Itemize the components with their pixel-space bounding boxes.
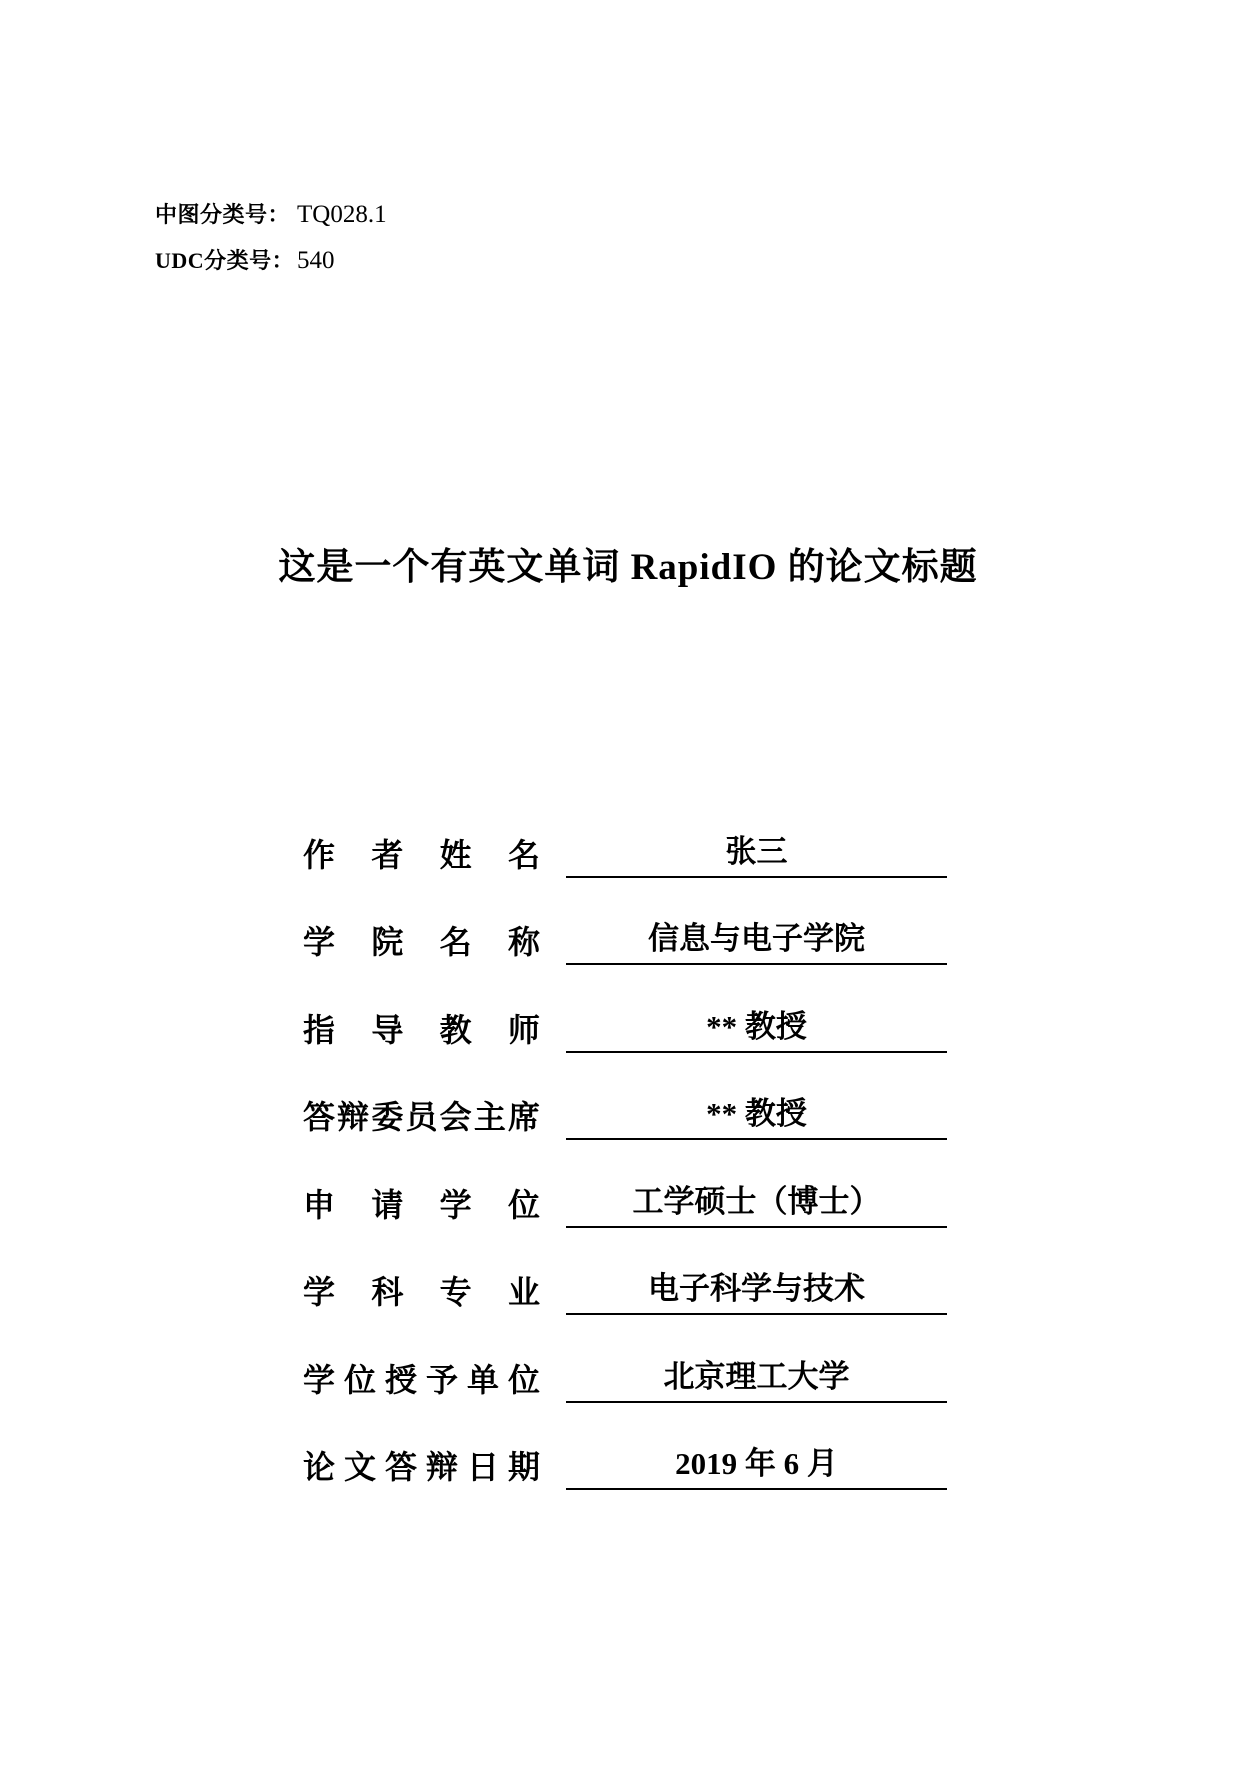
field-value-underlined: 工学硕士（博士）	[566, 1186, 947, 1228]
field-label: 论文答辩日期	[303, 1449, 540, 1485]
field-label: 答辩委员会主席	[303, 1099, 540, 1135]
field-value-underlined: 北京理工大学	[566, 1361, 947, 1403]
clc-number-value: TQ028.1	[297, 201, 387, 228]
field-value-underlined: 张三	[566, 836, 947, 878]
thesis-title: 这是一个有英文单词 RapidIO 的论文标题	[278, 547, 978, 588]
field-value-underlined: ** 教授	[566, 1011, 947, 1053]
field-label: 作者姓名	[303, 836, 540, 873]
classification-block	[155, 198, 387, 290]
form-row-discipline	[303, 1228, 949, 1316]
form-row-author-name	[303, 790, 949, 878]
udc-number-label: UDC分类号：	[155, 248, 295, 273]
form-row-defense-chair	[303, 1053, 949, 1141]
form-row-supervisor	[303, 965, 949, 1053]
field-label: 指导教师	[303, 1011, 540, 1048]
udc-number-value: 540	[297, 247, 335, 274]
thesis-info-form	[303, 790, 949, 1490]
udc-number-line	[155, 244, 387, 274]
field-label: 申请学位	[303, 1186, 540, 1223]
field-value-underlined: 2019 年 6 月	[566, 1448, 947, 1490]
form-row-degree-granting-unit	[303, 1315, 949, 1403]
clc-number-label: 中图分类号：	[155, 202, 291, 227]
clc-number-line	[155, 198, 387, 228]
field-label: 学位授予单位	[303, 1361, 540, 1398]
field-label: 学院名称	[303, 924, 540, 960]
form-row-defense-date	[303, 1403, 949, 1491]
field-value-underlined: 电子科学与技术	[566, 1273, 947, 1315]
field-label: 学科专业	[303, 1274, 540, 1310]
form-row-school-name	[303, 878, 949, 966]
form-row-degree-applied	[303, 1140, 949, 1228]
field-value-underlined: 信息与电子学院	[566, 923, 947, 965]
field-value-underlined: ** 教授	[566, 1098, 947, 1140]
